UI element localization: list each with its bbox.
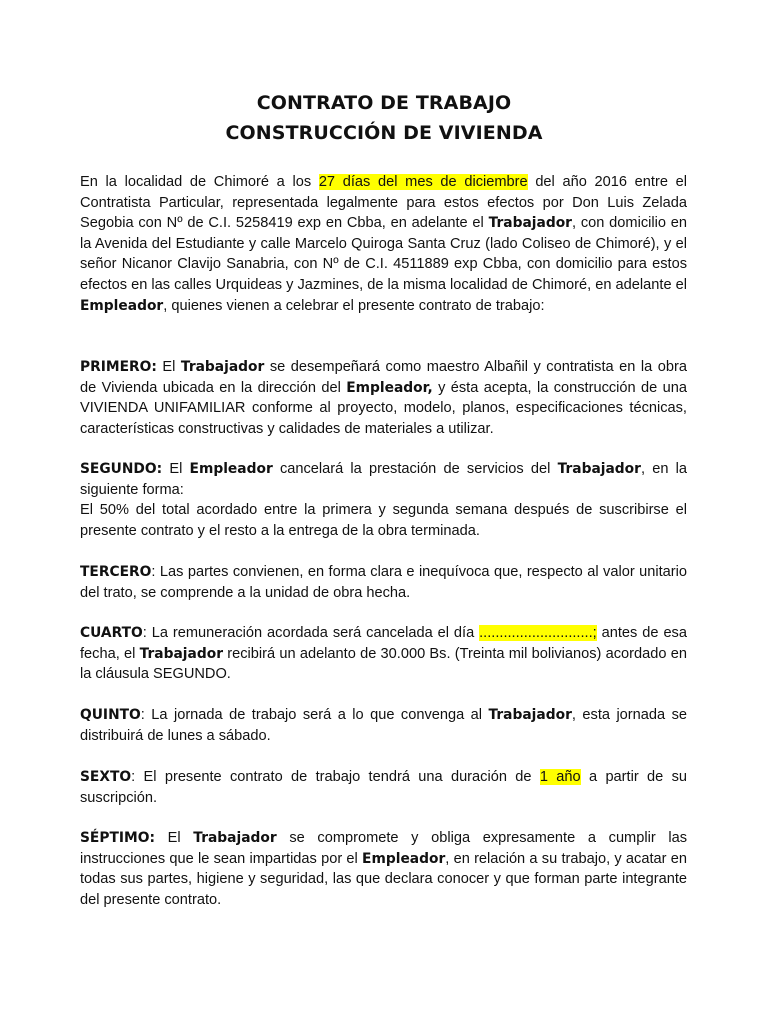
clause-text: , esta jornada se distribuirá de lunes a sábado. [80,707,687,744]
document-title-line-1: CONTRATO DE TRABAJO [256,92,512,114]
clause-cuarto [80,623,687,685]
clause-text: : La jornada de trabajo será a lo que convenga al [140,707,489,723]
clause-quinto [80,705,687,746]
clause-text: a partir de su suscripción. [80,769,688,806]
term-empleador: Empleador, [346,379,433,396]
term-trabajador: Trabajador [488,707,572,723]
document-title-line-2: CONSTRUCCIÓN DE VIVIENDA [225,122,543,144]
clause-label: SÉPTIMO: [80,830,155,846]
clause-text: El 50% del total acordado entre la primera y segunda semana después de suscribirse el presente contrato y el resto a la entrega de la obra terminada. [80,502,687,539]
clause-primero [80,357,687,439]
clause-text: El [162,461,190,477]
clause-text: : Las partes convienen, en forma clara e inequívoca que, respecto al valor unitario del trato, se comprende a la unidad de obra hecha. [80,564,687,601]
clause-text: El [155,830,194,846]
clause-text: : El presente contrato de trabajo tendrá una duración de [131,769,540,785]
intro-text-a: En la localidad de Chimoré a los [80,174,319,190]
clause-label: QUINTO [80,707,141,723]
clause-label: PRIMERO: [80,359,157,375]
clause-text: recibirá un adelanto de 30.000 Bs. (Treinta mil bolivianos) acordado en la cláusula SEGUNDO. [80,645,687,683]
clause-text: antes de esa fecha, el [80,625,687,662]
term-trabajador: Trabajador [180,359,265,375]
clause-label: SEGUNDO: [80,461,163,477]
intro-paragraph [80,172,687,316]
intro-text-d: , quienes vienen a celebrar el presente contrato de trabajo: [163,297,545,314]
intro-text-c: , con domicilio en la Avenida del Estudiante y calle Marcelo Quiroga Santa Cruz (lado Coliseo de Chimoré), y el señor Nicanor Clavijo Sanabria, con Nº de C.I. 4511889 exp Cbba, con domicilio para estos efectos en las calles Urquideas y Jazmines, de la misma localidad de Chimoré, en adelante el [80,215,687,293]
duration-highlight: 1 año [539,769,581,785]
blank-date-highlight: ............................; [479,625,597,641]
clause-text: , en relación a su trabajo, y acatar en todas sus partes, higiene y seguridad, las que declara conocer y que forman parte integrante del presente contrato. [80,850,687,908]
intro-text-b: del año 2016 entre el Contratista Particular, representada legalmente para estos efectos por Don Luis Zelada Segobia con Nº de C.I. 5258419 exp en Cbba, en adelante el [80,174,687,232]
clause-septimo [80,828,687,910]
clause-label: SEXTO [80,769,132,785]
term-empleador: Empleador [189,461,273,477]
clause-sexto [80,767,687,808]
clause-text: se compromete y obliga expresamente a cumplir las instrucciones que le sean impartidas por el [80,830,687,867]
clause-text: , en la siguiente forma: [80,461,688,498]
clause-segundo [80,459,687,541]
term-trabajador: Trabajador [488,215,572,232]
clause-text: : La remuneración acordada será cancelada el día [142,625,480,641]
clause-text: cancelará la prestación de servicios del [272,461,558,477]
term-empleador: Empleador [80,297,164,314]
clause-text: y ésta acepta, la construcción de una VIVIENDA UNIFAMILIAR conforme al proyecto, modelo, planos, especificaciones técnicas, características constructivas y calidades de materiales a utilizar. [80,379,687,437]
date-highlight: 27 días del mes de diciembre [318,174,528,190]
term-empleador: Empleador [362,850,446,867]
clause-text: se desempeñará como maestro Albañil y contratista en la obra de Vivienda ubicada en la dirección del [80,359,687,396]
clause-text: El [156,359,181,375]
term-trabajador: Trabajador [557,461,641,477]
term-trabajador: Trabajador [193,830,277,846]
term-trabajador: Trabajador [139,645,224,662]
clause-label: TERCERO [80,564,152,580]
clause-label: CUARTO [80,625,143,641]
clause-tercero [80,562,687,603]
